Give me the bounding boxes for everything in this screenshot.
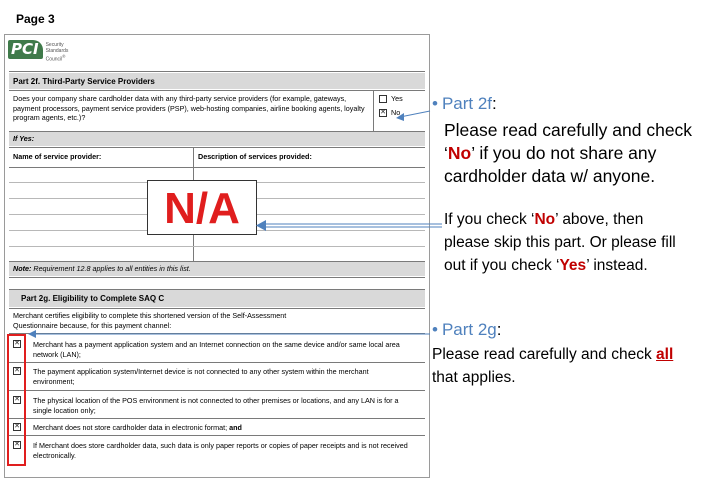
col-description-header: Description of services provided: [198, 152, 312, 161]
arrow-head [28, 330, 36, 338]
annotation-part2g-heading: • Part 2g: [432, 320, 502, 339]
col-provider-header: Name of service provider: [13, 152, 102, 161]
eligibility-checkbox[interactable]: ✕ [14, 441, 20, 448]
annotation-part2f-heading: • Part 2f: [432, 94, 497, 113]
eligibility-checkbox[interactable]: ✕ [14, 423, 20, 430]
annotation-skip-text: If you check ‘No’ above, then please skip this part. Or please fill out if you check ‘Yes’ instead. [444, 211, 676, 274]
annotation-part2f-text: Please read carefully and check ‘No’ if you do not share any cardholder data w/ anyone. [444, 120, 693, 186]
pci-logo-mark: PCI [8, 40, 43, 59]
eligibility-item-text: Merchant does not store cardholder data in electronic format; and [33, 423, 242, 432]
arrow-head [396, 113, 404, 121]
eligibility-item-text: The payment application system/Internet device is not connected to any other system within the merchant environment; [33, 367, 369, 386]
part2g-title: Part 2g. Eligibility to Complete SAQ C [21, 294, 165, 303]
yes-label: Yes [391, 94, 403, 103]
eligibility-checkbox[interactable]: ✕ [14, 396, 20, 403]
annotation-part2g-text: Please read carefully and check all that applies. [432, 346, 674, 386]
part2f-question: Does your company share cardholder data with any third-party service providers (for example, gateways, payment processors, payment service providers (PSP), web-hosting companies, airline booking agents, loyalty program agents, etc.)? [13, 94, 365, 122]
eligibility-checkbox[interactable]: ✕ [14, 367, 20, 374]
part2g-intro: Merchant certifies eligibility to complete this shortened version of the Self-Assessment Questionnaire because, for this payment channel: [13, 311, 287, 330]
na-stamp: N/A [147, 180, 257, 235]
requirement-note: Note: Requirement 12.8 applies to all entities in this list. [13, 264, 191, 273]
arrow-part2f-line [400, 111, 430, 117]
eligibility-checkbox[interactable]: ✕ [14, 340, 20, 347]
eligibility-item-text: The physical location of the POS environment is not connected to other premises or locations, and any LAN is for a single location only; [33, 396, 399, 415]
no-label: No [391, 108, 401, 117]
no-checkbox[interactable]: ✕ [380, 109, 386, 116]
arrow-head [256, 220, 266, 231]
eligibility-item-text: Merchant has a payment application system and an Internet connection on the same device and/or same local area network (LAN); [33, 340, 400, 359]
if-yes-label: If Yes: [13, 134, 35, 143]
pci-logo-council-text: Security Standards Council® [45, 42, 69, 63]
eligibility-item-text: If Merchant does store cardholder data, such data is only paper reports or copies of paper receipts and is not received electronically. [33, 441, 408, 460]
part2f-title: Part 2f. Third-Party Service Providers [13, 77, 155, 86]
page-label: Page 3 [16, 12, 55, 26]
